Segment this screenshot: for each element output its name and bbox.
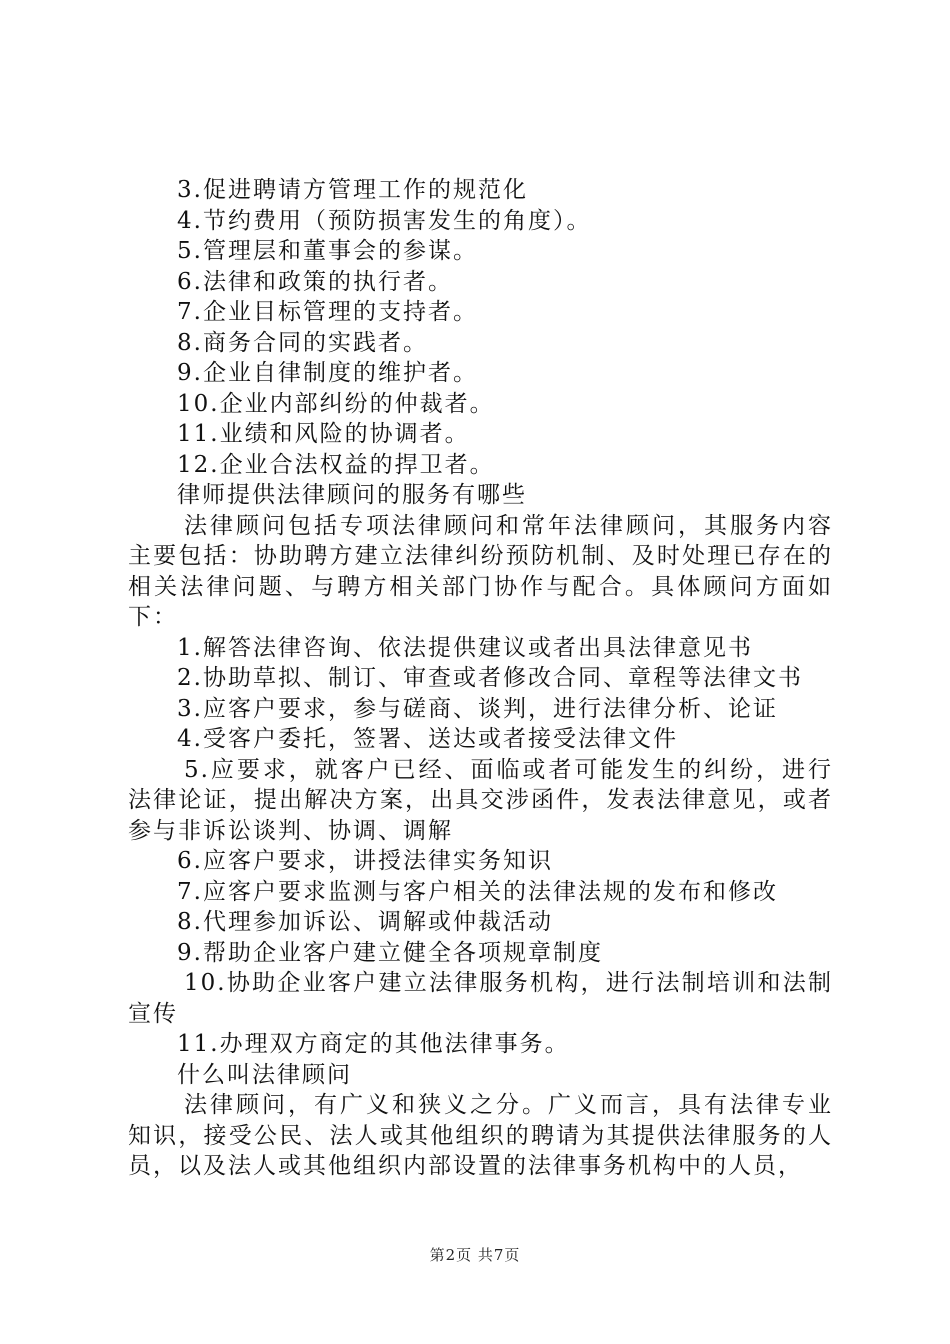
list-item: 8.商务合同的实践者。	[177, 329, 428, 356]
list-item: 8.代理参加诉讼、调解或仲裁活动	[177, 909, 553, 935]
section-heading: 什么叫法律顾问	[177, 1061, 352, 1088]
list-item: 3.促进聘请方管理工作的规范化	[177, 177, 528, 203]
list-item: 6.应客户要求，讲授法律实务知识	[177, 848, 553, 874]
list-item: 11.业绩和风险的协调者。	[177, 421, 470, 447]
list-item: 12.企业合法权益的捍卫者。	[177, 451, 495, 478]
list-item: 7.企业目标管理的支持者。	[177, 299, 478, 325]
section-heading: 律师提供法律顾问的服务有哪些	[177, 482, 527, 508]
document-body	[128, 175, 833, 1182]
paragraph: 法律顾问，有广义和狭义之分。广义而言，具有法律专业知识，接受公民、法人或其他组织的聘请为其提供法律服务的人员，以及法人或其他组织内部设置的法律事务机构中的人员，	[128, 1092, 833, 1179]
list-item: 9.企业自律制度的维护者。	[177, 360, 478, 386]
list-item: 5.管理层和董事会的参谋。	[177, 238, 478, 264]
list-item: 7.应客户要求监测与客户相关的法律法规的发布和修改	[177, 878, 778, 905]
list-item: 5.应要求，就客户已经、面临或者可能发生的纠纷，进行法律论证，提出解决方案，出具交涉函件，发表法律意见，或者参与非诉讼谈判、协调、调解	[128, 756, 833, 844]
list-item: 4.节约费用（预防损害发生的角度）。	[177, 207, 592, 234]
list-item: 10.协助企业客户建立法律服务机构，进行法制培训和法制宣传	[128, 970, 833, 1027]
paragraph: 法律顾问包括专项法律顾问和常年法律顾问，其服务内容主要包括：协助聘方建立法律纠纷预防机制、及时处理已存在的相关法律问题、与聘方相关部门协作与配合。具体顾问方面如下：	[128, 512, 833, 630]
list-item: 4.受客户委托，签署、送达或者接受法律文件	[177, 726, 678, 752]
list-item: 10.企业内部纠纷的仲裁者。	[177, 390, 495, 417]
list-item: 6.法律和政策的执行者。	[177, 268, 453, 295]
list-item: 2.协助草拟、制订、审查或者修改合同、章程等法律文书	[177, 665, 803, 691]
list-item: 11.办理双方商定的其他法律事务。	[177, 1031, 570, 1057]
list-item: 3.应客户要求，参与磋商、谈判，进行法律分析、论证	[177, 695, 778, 722]
list-item: 1.解答法律咨询、依法提供建议或者出具法律意见书	[177, 634, 753, 661]
list-item: 9.帮助企业客户建立健全各项规章制度	[177, 939, 603, 966]
page-number: 第2页 共7页	[429, 1246, 521, 1264]
